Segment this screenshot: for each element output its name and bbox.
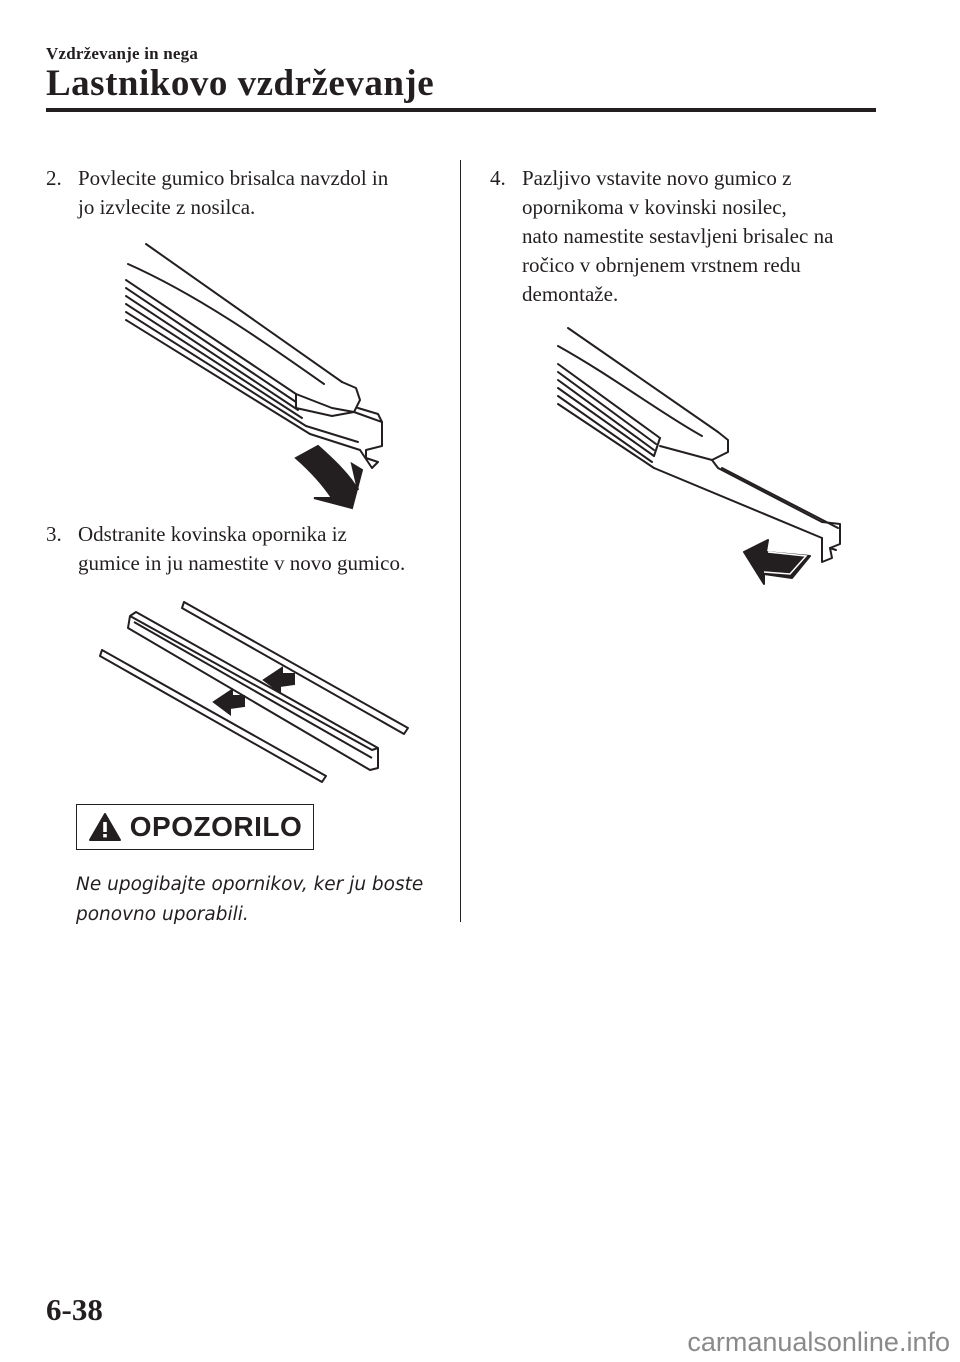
warning-line: Ne upogibajte opornikov, ker ju boste	[76, 874, 424, 895]
step-line: opornikoma v kovinski nosilec,	[522, 195, 787, 219]
watermark: carmanualsonline.info	[687, 1327, 950, 1357]
stiffeners-illustration	[96, 598, 412, 784]
wiper-removal-illustration	[120, 236, 400, 516]
step-line: gumice in ju namestite v novo gumico.	[78, 551, 406, 575]
step-line: jo izvlecite z nosilca.	[78, 195, 256, 219]
step-line: Povlecite gumico brisalca navzdol in	[78, 166, 389, 190]
section-label: Vzdrževanje in nega	[46, 44, 199, 63]
step-line: Pazljivo vstavite novo gumico z	[522, 166, 792, 190]
step-line: nato namestite sestavljeni brisalec na	[522, 224, 834, 248]
step-number: 3.	[46, 522, 62, 546]
chapter-title: Lastnikovo vzdrževanje	[46, 63, 435, 104]
rubber-insertion-illustration	[552, 318, 848, 590]
step-number: 4.	[490, 166, 506, 190]
step-2	[46, 164, 456, 222]
column-divider	[460, 160, 461, 922]
step-number: 2.	[46, 166, 62, 190]
warning-text	[76, 870, 446, 930]
step-3	[46, 520, 458, 578]
step-4	[490, 164, 890, 309]
page-number: 6-38	[46, 1292, 103, 1327]
warning-label: OPOZORILO	[129, 811, 303, 842]
warning-line: ponovno uporabili.	[76, 904, 249, 925]
step-line: demontaže.	[522, 282, 619, 306]
header-rule	[46, 108, 876, 112]
warning-triangle-icon	[88, 812, 122, 842]
step-line: Odstranite kovinska opornika iz	[78, 522, 347, 546]
step-line: ročico v obrnjenem vrstnem redu	[522, 253, 801, 277]
warning-box	[76, 804, 314, 850]
